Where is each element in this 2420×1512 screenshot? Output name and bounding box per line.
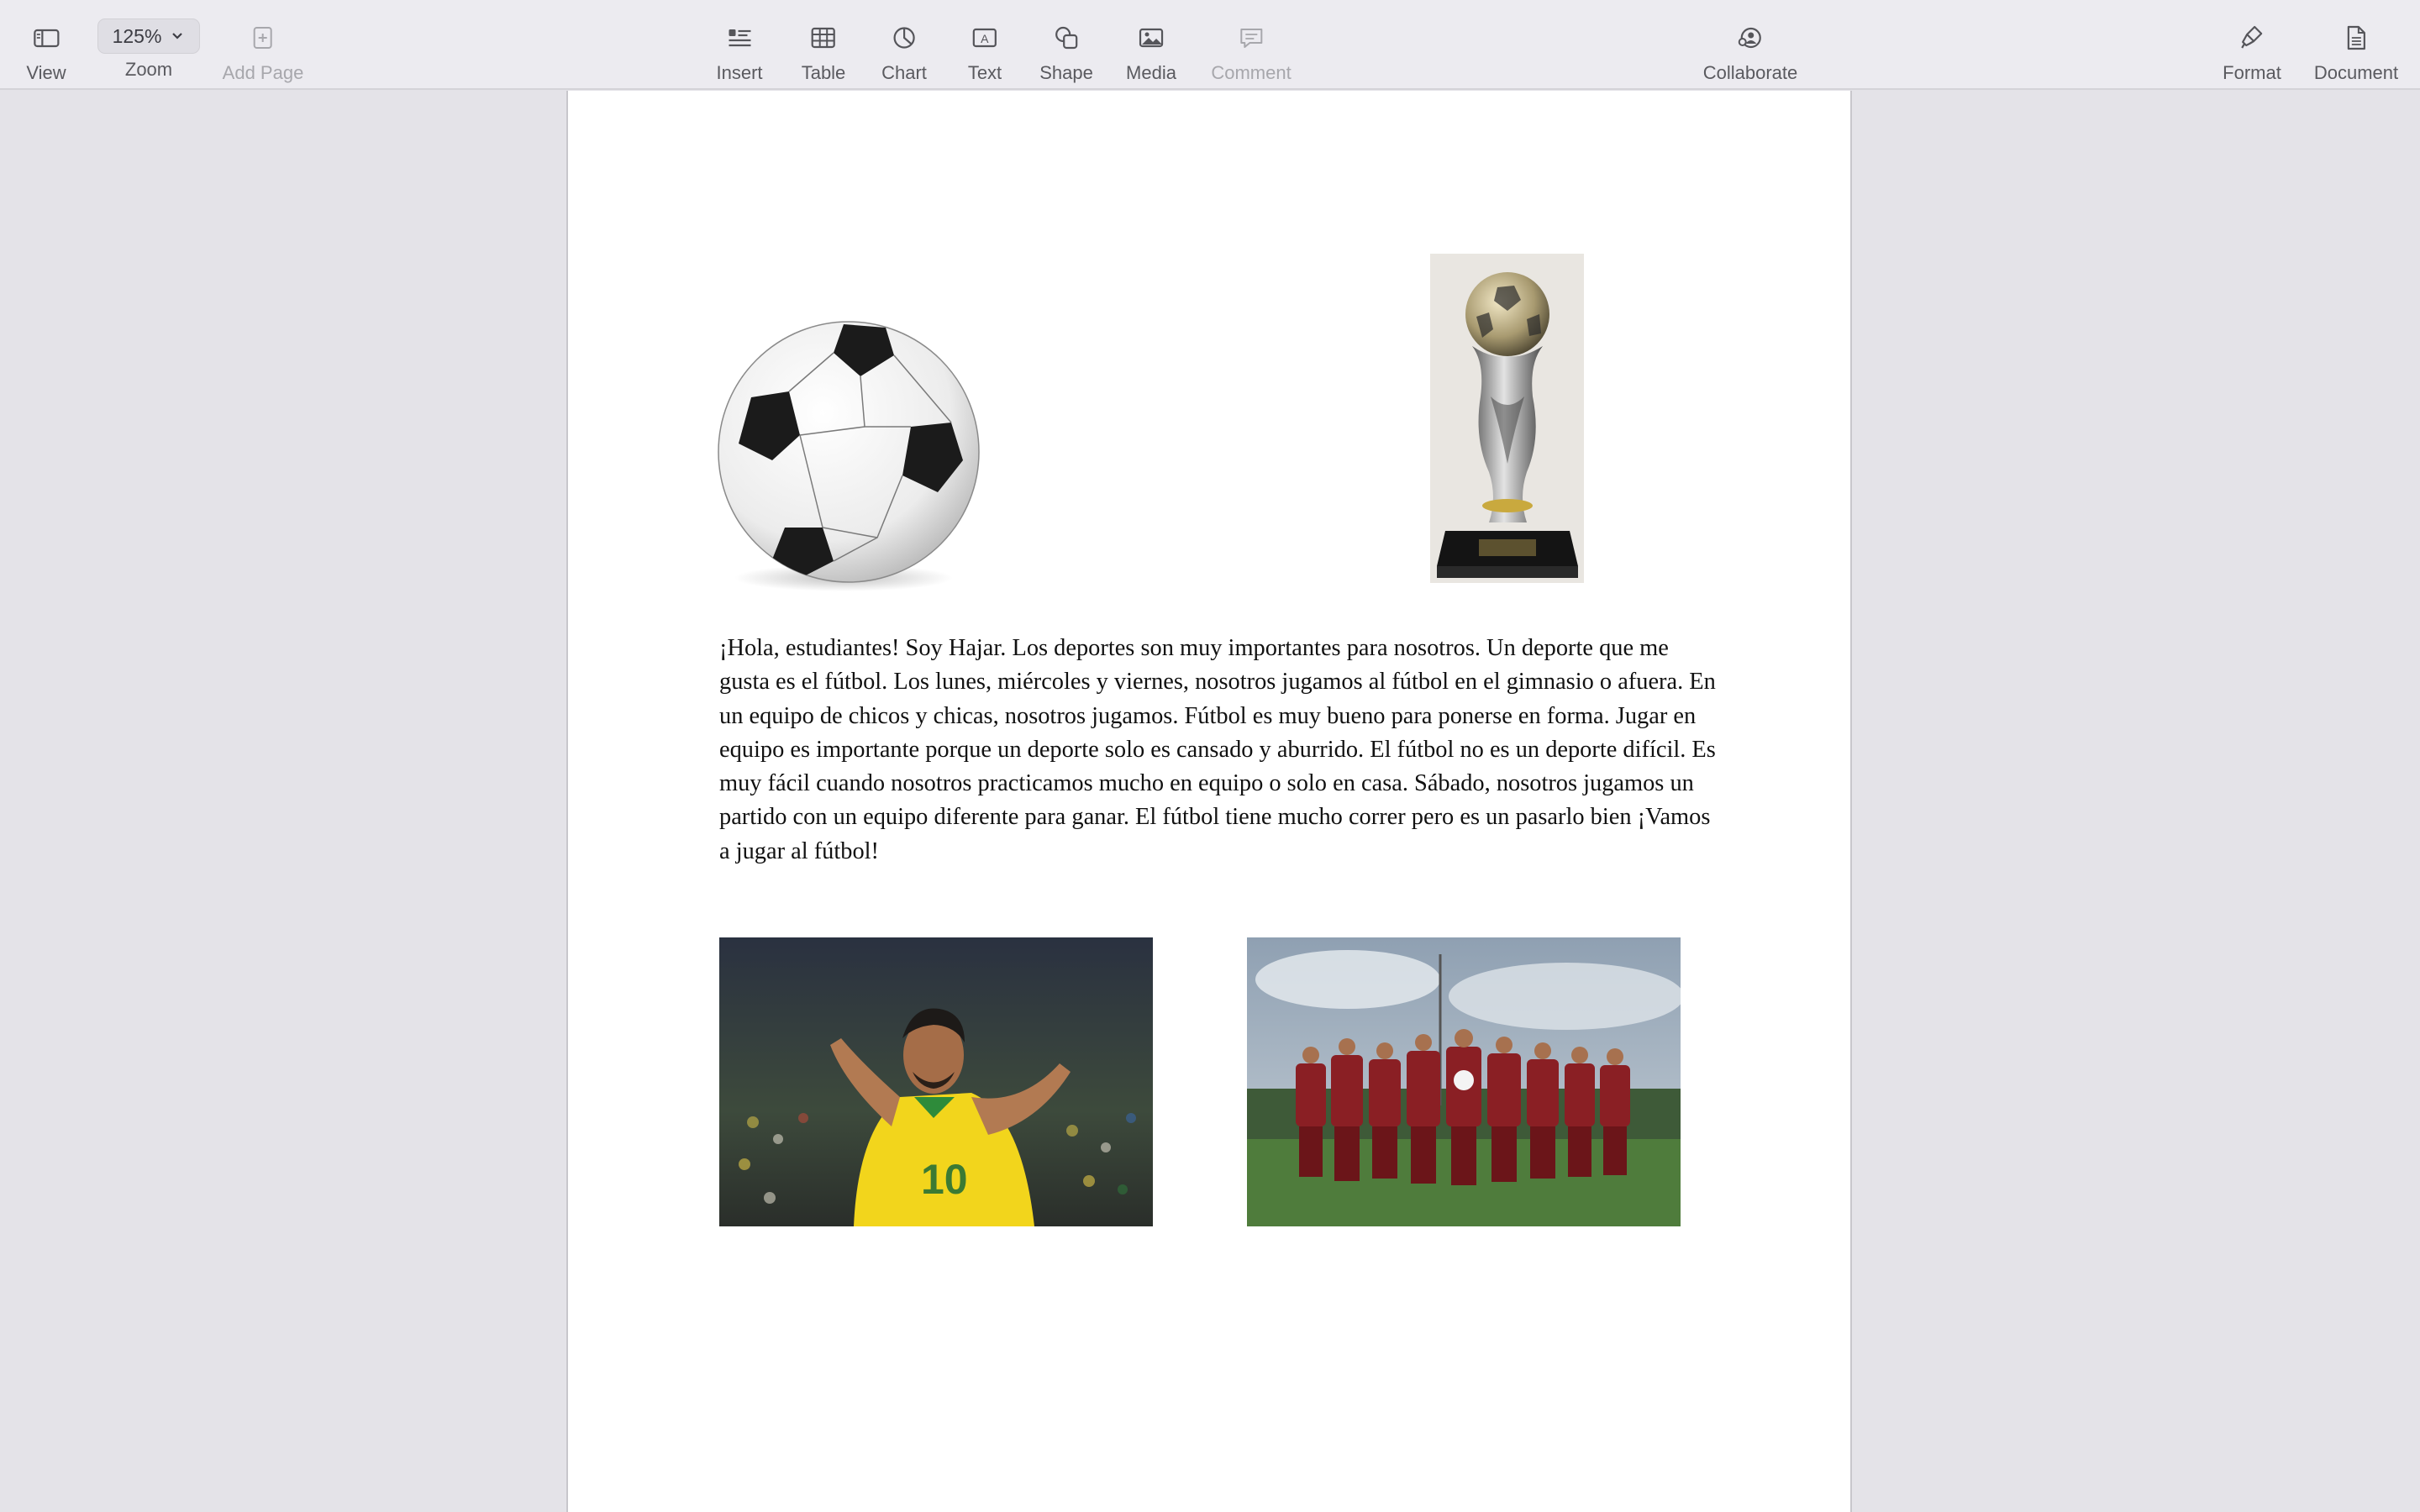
zoom-select[interactable]	[97, 18, 200, 54]
soccer-ball-image[interactable]	[718, 318, 982, 593]
media-button[interactable]	[1126, 0, 1176, 90]
soccer-ball-graphic	[718, 318, 982, 593]
insert-label: Insert	[716, 62, 763, 83]
shape-button[interactable]	[1039, 0, 1093, 90]
document-icon	[2342, 24, 2370, 52]
trophy-image[interactable]	[1430, 254, 1584, 583]
document-label: Document	[2313, 62, 2399, 83]
table-button[interactable]	[802, 0, 846, 90]
team-photo-graphic	[1247, 937, 1681, 1226]
pie-chart-icon	[890, 24, 918, 52]
photo-icon	[1137, 24, 1165, 52]
plus-square-icon	[249, 24, 277, 52]
sidebar-icon	[32, 24, 60, 52]
comment-button[interactable]	[1211, 0, 1291, 90]
insert-button[interactable]	[716, 0, 762, 90]
collaborate-button[interactable]	[1703, 0, 1798, 90]
comment-icon	[1237, 24, 1265, 52]
soccer-team-photo-image[interactable]	[1247, 937, 1681, 1226]
svg-text:10: 10	[921, 1156, 968, 1203]
zoom-control[interactable]	[97, 0, 200, 90]
list-insert-icon	[725, 24, 754, 52]
paintbrush-icon	[2238, 24, 2266, 52]
shape-label: Shape	[1039, 62, 1093, 83]
table-label: Table	[801, 62, 846, 83]
add-page-button[interactable]	[223, 0, 304, 90]
chevron-down-icon	[170, 29, 185, 44]
document-button[interactable]	[2314, 0, 2398, 90]
add-page-label: Add Page	[222, 62, 304, 83]
collaborate-label: Collaborate	[1702, 62, 1798, 83]
format-label: Format	[2223, 62, 2281, 83]
toolbar	[0, 0, 2420, 90]
text-label: Text	[967, 62, 1002, 83]
comment-label: Comment	[1211, 62, 1292, 83]
chart-button[interactable]	[881, 0, 927, 90]
collaborate-icon	[1736, 24, 1765, 52]
text-button[interactable]	[968, 0, 1002, 90]
svg-text:A: A	[981, 32, 989, 45]
view-label: View	[26, 62, 66, 83]
document-paragraph[interactable]: ¡Hola, estudiantes! Soy Hajar. Los deportes son muy importantes para nosotros. Un deporte que me gusta es el fútbol. Los lunes, miércoles y viernes, nosotros jugamos al fútbol en el gimnasio o afuera. En un equipo de chicos y chicas, nosotros jugamos. Fútbol es muy bueno para ponerse en forma. Jugar en equipo es importante porque un deporte solo es cansado y aburrido. El fútbol no es un deporte difícil. Es muy fácil cuando nosotros practicamos mucho en equipo o solo en casa. Sábado, nosotros jugamos un partido con un equipo diferente para ganar. El fútbol tiene mucho correr pero es un pasarlo bien ¡Vamos a jugar al fútbol!	[719, 635, 1716, 864]
document-page[interactable]	[566, 91, 1852, 1512]
shape-icon	[1052, 24, 1081, 52]
zoom-value: 125%	[112, 24, 162, 47]
table-icon	[809, 24, 838, 52]
zoom-label: Zoom	[124, 59, 173, 80]
player-photo-graphic	[719, 937, 1153, 1226]
chart-label: Chart	[881, 62, 927, 83]
text-box-icon	[971, 24, 999, 52]
soccer-player-celebrating-image[interactable]	[719, 937, 1153, 1226]
trophy-graphic	[1430, 254, 1584, 583]
format-button[interactable]	[2223, 0, 2281, 90]
media-label: Media	[1126, 62, 1176, 83]
view-button[interactable]	[26, 0, 66, 90]
